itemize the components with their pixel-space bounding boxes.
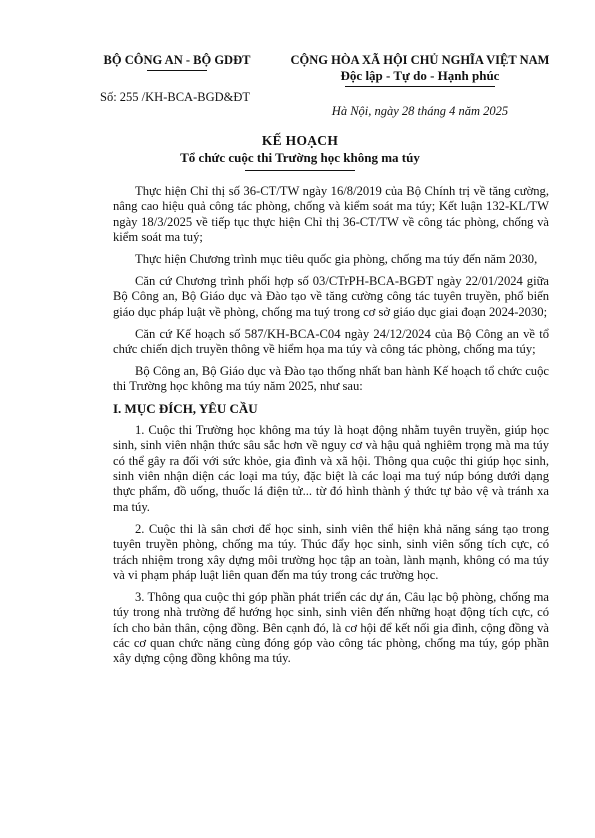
national-motto: Độc lập - Tự do - Hạnh phúc	[340, 68, 500, 83]
preamble-paragraph: Thực hiện Chỉ thị số 36-CT/TW ngày 16/8/2019 của Bộ Chính trị về tăng cường, nâng cao hiệu quả công tác phòng, chống và kiểm soát ma túy; Kết luận 132-KL/TW ngày 18/3/2025 về tiếp tục thực hiện Chỉ thị 36-CT/TW về công tác phòng, chống và kiểm soát ma tuý;	[113, 184, 549, 245]
document-subtitle: Tổ chức cuộc thi Trường học không ma túy	[180, 150, 420, 165]
motto-underline	[345, 86, 495, 87]
preamble-paragraph: Căn cứ Kế hoạch số 587/KH-BCA-C04 ngày 24/12/2024 của Bộ Công an về tổ chức chiến dịch truyền thông về hiểm họa ma túy và công tác phòng, chống ma túy;	[113, 326, 549, 357]
preamble-paragraph: Căn cứ Chương trình phối hợp số 03/CTrPH-BCA-BGĐT ngày 22/01/2024 giữa Bộ Công an, Bộ Giáo dục và Đào tạo về tăng cường công tác tuyên truyền, phổ biến giáo dục pháp luật về phòng, chống ma tuý trong cơ sở giáo dục giai đoạn 2024-2030;	[113, 274, 549, 319]
issuing-agency: BỘ CÔNG AN - BỘ GDĐT	[103, 53, 251, 67]
document-number: Số: 255 /KH-BCA-BGD&ĐT	[100, 90, 251, 104]
document-title: KẾ HOẠCH	[261, 133, 339, 148]
document-body	[113, 184, 549, 673]
header-right	[280, 52, 560, 119]
preamble-paragraph: Bộ Công an, Bộ Giáo dục và Đào tạo thống nhất ban hành Kế hoạch tổ chức cuộc thi Trường học không ma túy năm 2025, như sau:	[113, 364, 549, 394]
title-underline	[245, 170, 355, 171]
section-item: 1. Cuộc thi Trường học không ma túy là hoạt động nhằm tuyên truyền, giúp học sinh, sinh viên nhận thức sâu sắc hơn về nguy cơ và hậu quả nghiêm trọng mà ma túy có thể gây ra đối với sức khỏe, gia đình và xã hội. Thông qua cuộc thi giúp học sinh, sinh viên nhận diện các loại ma túy, đặc biệt là các loại ma tuý núp bóng dưới dạng thực phẩm, đồ uống, thuốc lá điện tử... từ đó hình thành ý thức tự bảo vệ và tránh xa ma túy.	[113, 422, 549, 514]
section-item: 2. Cuộc thi là sân chơi để học sinh, sinh viên thể hiện khả năng sáng tạo trong tuyên truyền phòng, chống ma túy. Thúc đẩy học sinh, sinh viên sống tích cực, có trách nhiệm trong xây dựng môi trường học tập an toàn, lành mạnh, không có ma túy và vi phạm pháp luật liên quan đến ma túy trong các trường học.	[113, 521, 549, 582]
preamble-paragraph: Thực hiện Chương trình mục tiêu quốc gia phòng, chống ma túy đến năm 2030,	[135, 252, 538, 267]
nation-name: CỘNG HÒA XÃ HỘI CHỦ NGHĨA VIỆT NAM	[290, 53, 550, 67]
title-block	[60, 132, 540, 171]
agency-underline	[147, 70, 207, 71]
place-and-date: Hà Nội, ngày 28 tháng 4 năm 2025	[331, 104, 509, 118]
section-item: 3. Thông qua cuộc thi góp phần phát triển các dự án, Câu lạc bộ phòng, chống ma túy trong nhà trường để hướng học sinh, sinh viên đến những hoạt động tích cực, có ích cho bản thân, cộng đồng. Bên cạnh đó, là cơ hội để kết nối gia đình, cộng đồng và các cơ quan chức năng cùng đóng góp vào công tác phòng, chống ma túy, góp phần xây dựng cộng đồng không ma túy.	[113, 589, 549, 666]
header-left	[92, 52, 262, 105]
section-heading: I. MỤC ĐÍCH, YÊU CẦU	[113, 401, 258, 417]
